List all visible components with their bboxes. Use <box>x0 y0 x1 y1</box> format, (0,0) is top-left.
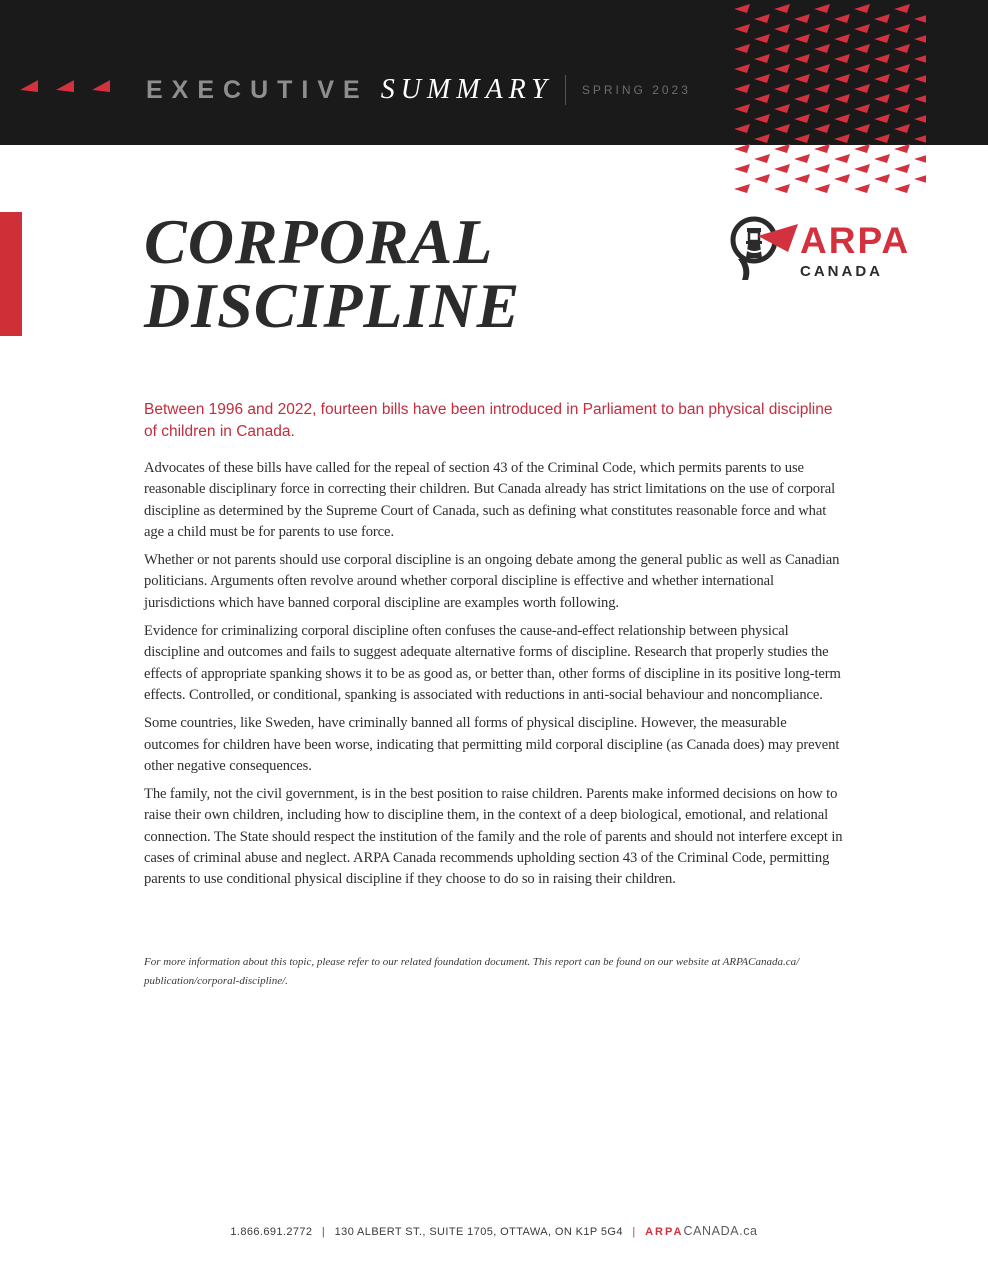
pattern-triangle <box>774 24 790 33</box>
pattern-triangle <box>774 64 790 73</box>
logo-wordmark: ARPA <box>800 220 911 261</box>
decorative-arrows <box>20 82 110 94</box>
pattern-triangle <box>894 64 910 73</box>
pattern-triangle <box>734 104 750 113</box>
pattern-triangle <box>834 114 850 123</box>
triangle-pattern <box>726 0 926 200</box>
body-paragraph: Whether or not parents should use corporal discipline is an ongoing debate among the general public as well as Canadian politicians. Arguments often revolve around whether corporal discipline is effective and whether international jurisdictions which have banned corporal discipline are examples worth following. <box>144 552 840 611</box>
pattern-triangle <box>774 44 790 53</box>
pattern-triangle <box>874 174 890 183</box>
pattern-triangle <box>754 134 770 143</box>
pattern-triangle <box>914 134 926 143</box>
footer-separator: | <box>321 1226 326 1238</box>
pattern-triangle <box>814 184 830 193</box>
pattern-triangle <box>754 34 770 43</box>
pattern-triangle <box>814 24 830 33</box>
pattern-triangle <box>854 124 870 133</box>
accent-bar <box>0 212 22 336</box>
pattern-triangle <box>854 64 870 73</box>
pattern-triangle <box>914 34 926 43</box>
pattern-triangle <box>794 134 810 143</box>
pattern-triangle <box>854 4 870 13</box>
lead-paragraph: Between 1996 and 2022, fourteen bills have been introduced in Parliament to ban physical discipline of children in Canada. <box>144 401 833 440</box>
pattern-triangle <box>854 184 870 193</box>
pattern-triangle <box>794 14 810 23</box>
pattern-triangle <box>734 124 750 133</box>
more-info-note: For more information about this topic, please refer to our related foundation document. This report can be found on our website at ARPACanada.ca/ publication/corporal-discipline/. <box>144 956 800 987</box>
pattern-triangle <box>814 64 830 73</box>
footer-website-brand: ARPA <box>645 1226 684 1238</box>
pattern-triangle <box>734 184 750 193</box>
pattern-triangle <box>894 164 910 173</box>
pattern-triangle <box>774 104 790 113</box>
pattern-triangle <box>894 124 910 133</box>
logo-subtitle: CANADA <box>800 263 883 280</box>
pattern-triangle <box>754 14 770 23</box>
pattern-triangle <box>834 74 850 83</box>
pattern-triangle <box>894 144 910 153</box>
pattern-triangle <box>814 164 830 173</box>
pattern-triangle <box>854 104 870 113</box>
pattern-triangle <box>894 24 910 33</box>
pattern-triangle <box>734 44 750 53</box>
pattern-triangle <box>894 184 910 193</box>
body-paragraph: Advocates of these bills have called for the repeal of section 43 of the Criminal Code, which permits parents to use reasonable disciplinary force in correcting their children. But Canada already has strict limitations on the use of corporal discipline as determined by the Supreme Court of Canada, such as defining what constitutes reasonable force and what age a child must be for parents to use force. <box>144 460 836 540</box>
pattern-triangle <box>814 4 830 13</box>
pattern-triangle <box>874 154 890 163</box>
pattern-triangle <box>794 154 810 163</box>
pattern-triangle <box>854 44 870 53</box>
pattern-triangle <box>814 44 830 53</box>
pattern-triangle <box>834 34 850 43</box>
pattern-triangle <box>794 114 810 123</box>
lighthouse-icon <box>728 214 798 284</box>
pattern-triangle <box>774 84 790 93</box>
title-divider <box>565 75 566 105</box>
pattern-triangle <box>914 54 926 63</box>
body-text <box>144 458 844 898</box>
body-paragraph: Evidence for criminalizing corporal discipline often confuses the cause-and-effect relationship between physical discipline and outcomes and fails to suggest adequate alternative forms of discipline. Research that properly studies the effects of appropriate spanking shows it to be as good as, or better than, other forms of discipline in its positive long-term effects. Controlled, or conditional, spanking is associated with reductions in anti-social behaviour and noncompliance. <box>144 623 841 703</box>
pattern-triangle <box>874 134 890 143</box>
pattern-triangle <box>914 114 926 123</box>
pattern-triangle <box>914 74 926 83</box>
pattern-triangle <box>834 154 850 163</box>
pattern-triangle <box>814 124 830 133</box>
pattern-triangle <box>854 24 870 33</box>
pattern-triangle <box>774 144 790 153</box>
arrow-icon <box>20 80 38 96</box>
pattern-triangle <box>794 74 810 83</box>
series-title <box>146 72 691 108</box>
pattern-triangle <box>734 164 750 173</box>
pattern-triangle <box>734 84 750 93</box>
pattern-triangle <box>794 54 810 63</box>
pattern-triangle <box>894 44 910 53</box>
footer-separator: | <box>632 1226 636 1238</box>
pattern-triangle <box>774 164 790 173</box>
pattern-triangle <box>754 154 770 163</box>
pattern-triangle <box>914 14 926 23</box>
season-label: SPRING 2023 <box>581 83 691 97</box>
pattern-triangle <box>894 4 910 13</box>
pattern-triangle <box>914 94 926 103</box>
pattern-triangle <box>734 64 750 73</box>
pattern-triangle <box>854 144 870 153</box>
pattern-triangle <box>754 114 770 123</box>
pattern-triangle <box>834 174 850 183</box>
arrow-icon <box>56 80 74 96</box>
pattern-triangle <box>854 164 870 173</box>
pattern-triangle <box>734 24 750 33</box>
pattern-triangle <box>754 54 770 63</box>
pattern-triangle <box>754 94 770 103</box>
pattern-triangle <box>814 84 830 93</box>
pattern-triangle <box>834 14 850 23</box>
pattern-triangle <box>734 144 750 153</box>
pattern-triangle <box>754 74 770 83</box>
pattern-triangle <box>894 84 910 93</box>
footer-website[interactable] <box>645 1226 758 1238</box>
pattern-triangle <box>874 94 890 103</box>
pattern-triangle <box>794 174 810 183</box>
pattern-triangle <box>814 144 830 153</box>
pattern-triangle <box>914 154 926 163</box>
pattern-triangle <box>894 104 910 113</box>
pattern-triangle <box>834 94 850 103</box>
pattern-triangle <box>774 124 790 133</box>
pattern-triangle <box>834 134 850 143</box>
page-title <box>144 206 521 341</box>
body-paragraph: Some countries, like Sweden, have criminally banned all forms of physical discipline. However, the measurable outcomes for children have been worse, indicating that permitting mild corporal discipline (as Canada does) may prevent other negative consequences. <box>144 715 840 774</box>
footer-phone: 1.866.691.2772 <box>230 1226 313 1238</box>
body-paragraph: The family, not the civil government, is in the best position to raise children. Parents make informed decisions on how to raise their own children, including how to discipline them, in the context of a deep biological, emotional, and relational connection. The State should respect the institution of the family and the role of parents and should not interfere except in cases of criminal abuse and neglect. ARPA Canada recommends upholding section 43 of the Criminal Code, permitting parents to use conditional physical discipline if they choose to do so in raising their children. <box>144 786 843 888</box>
footer <box>0 1224 988 1238</box>
pattern-triangle <box>874 34 890 43</box>
pattern-triangle <box>734 4 750 13</box>
series-title-summary: SUMMARY <box>380 74 553 105</box>
pattern-triangle <box>834 54 850 63</box>
page-title-line-2: DISCIPLINE <box>144 270 521 341</box>
pattern-triangle <box>814 104 830 113</box>
series-title-executive: EXECUTIVE <box>146 75 369 104</box>
page-title-line-1: CORPORAL <box>144 206 494 277</box>
pattern-triangle <box>794 94 810 103</box>
pattern-triangle <box>874 114 890 123</box>
pattern-triangle <box>874 74 890 83</box>
pattern-triangle <box>874 14 890 23</box>
footer-website-domain: CANADA.ca <box>683 1224 758 1238</box>
arpa-logo <box>728 214 928 284</box>
pattern-triangle <box>754 174 770 183</box>
footer-address: 130 ALBERT ST., SUITE 1705, OTTAWA, ON K1P 5G4 <box>334 1226 623 1238</box>
pattern-triangle <box>914 174 926 183</box>
pattern-triangle <box>774 4 790 13</box>
pattern-triangle <box>794 34 810 43</box>
pattern-triangle <box>774 184 790 193</box>
arrow-icon <box>92 80 110 96</box>
pattern-triangle <box>854 84 870 93</box>
pattern-triangle <box>874 54 890 63</box>
